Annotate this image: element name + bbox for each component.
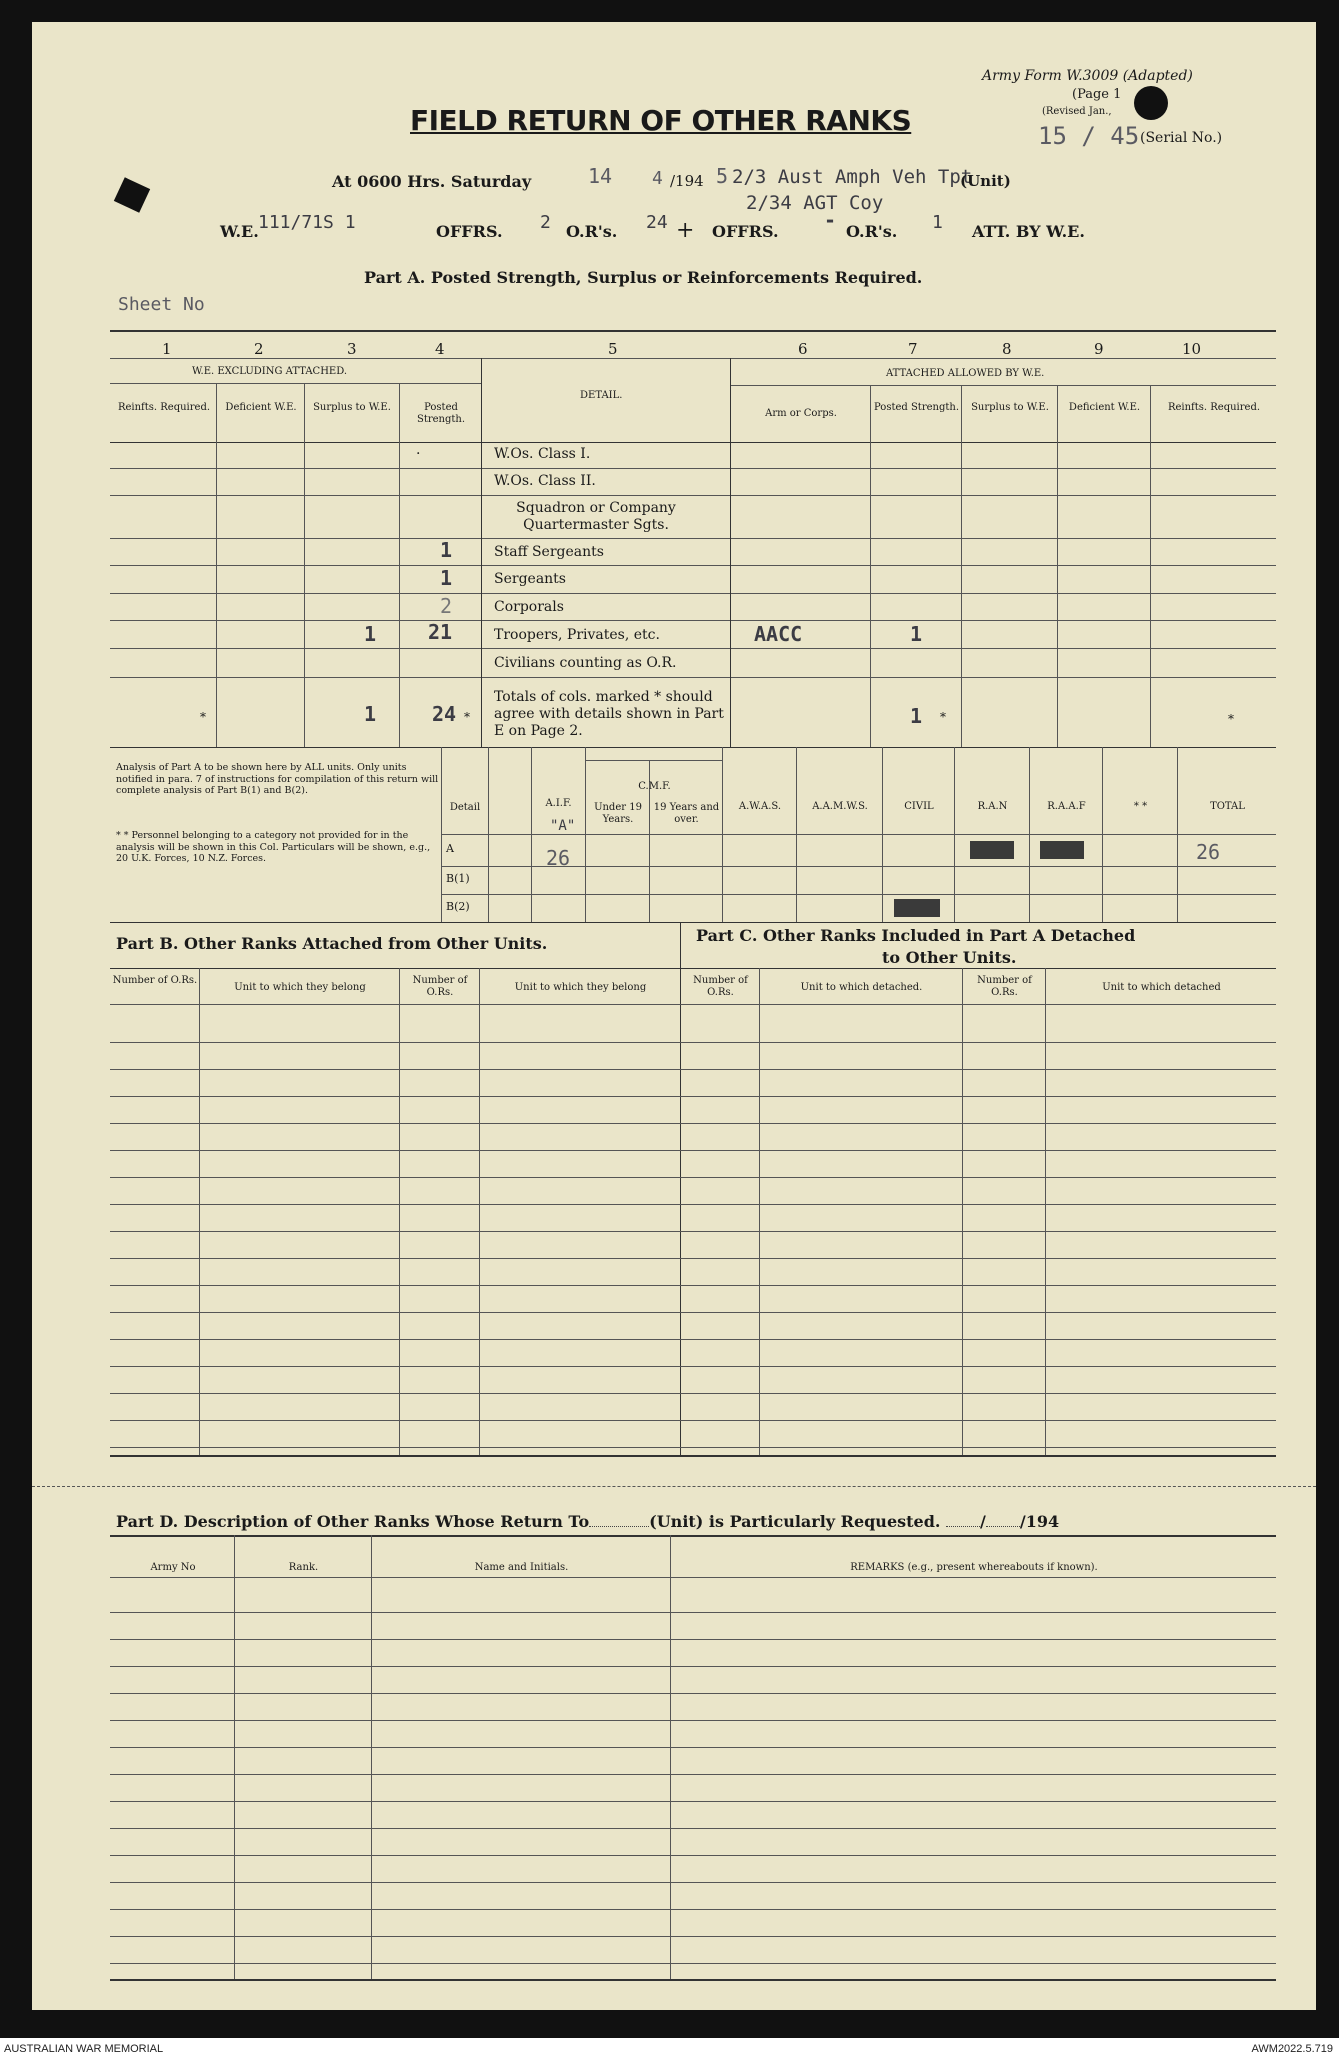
analysis-a-aif-value: 26: [546, 846, 571, 870]
serial-number-value: 15 / 45: [1038, 122, 1140, 150]
header-attached-deficient: Deficient W.E.: [1068, 402, 1141, 413]
row-posted-wos-class-1: .: [416, 442, 421, 458]
col-number-5: 5: [608, 340, 618, 358]
part-b-title: Part B. Other Ranks Attached from Other Units.: [116, 934, 548, 953]
ruled-line: [110, 1204, 1276, 1205]
ruled-line: [110, 1285, 1276, 1286]
serial-number-label: (Serial No.): [1140, 130, 1223, 146]
we-value: 111/71S 1: [258, 212, 356, 233]
ruled-line: [110, 1774, 1276, 1775]
analysis-row-b2-label: B(2): [446, 900, 470, 913]
offrs2-label: OFFRS.: [712, 222, 779, 241]
col-number-8: 8: [1002, 340, 1012, 358]
ruled-line: [110, 1747, 1276, 1748]
offrs-label: OFFRS.: [436, 222, 503, 241]
year-prefix: /194: [670, 172, 704, 190]
col-number-10: 10: [1182, 340, 1202, 358]
footer-accession-number: AWM2022.5.719: [1251, 2043, 1333, 2055]
row-posted-troopers: 21: [428, 620, 453, 644]
analysis-civil-header: CIVIL: [904, 801, 934, 812]
year-digit: 5: [716, 164, 729, 188]
row-detail-totals: Totals of cols. marked * should agree with details shown in Part E on Page 2.: [494, 689, 724, 739]
analysis-detail-header: Detail: [449, 802, 481, 813]
part-c-unit-header-1: Unit to which detached.: [800, 982, 923, 993]
ruled-line: [110, 1801, 1276, 1802]
part-b-number-header-2: Number of O.Rs.: [412, 975, 468, 998]
date-day: 14: [588, 164, 613, 188]
ruled-line: [110, 1258, 1276, 1259]
part-c-number-header-2: Number of O.Rs.: [977, 975, 1032, 998]
paper-tear: [114, 177, 150, 212]
totals-posted-strength: 24: [432, 702, 457, 726]
row-detail-troopers: Troopers, Privates, etc.: [494, 627, 660, 643]
row-detail-sergeants: Sergeants: [494, 571, 566, 587]
analysis-other-header: * *: [1133, 801, 1148, 812]
part-d-army-no-header: Army No: [150, 1562, 196, 1573]
part-d-unit-blank: [589, 1526, 649, 1527]
analysis-aamws-header: A.A.M.W.S.: [812, 801, 868, 812]
ruled-line: [110, 1963, 1276, 1964]
part-d-day-blank: [946, 1526, 980, 1527]
form-title: FIELD RETURN OF OTHER RANKS: [410, 104, 912, 137]
ors-label: O.R's.: [566, 222, 618, 241]
totals-surplus: 1: [364, 702, 377, 726]
row-detail-wos-class-1: W.Os. Class I.: [494, 446, 591, 462]
row-posted-sergeants: 1: [440, 566, 453, 590]
ruled-line: [110, 1231, 1276, 1232]
ruled-line: [110, 1936, 1276, 1937]
redaction-civil: [894, 899, 940, 917]
at-time-label: At 0600 Hrs. Saturday: [332, 172, 532, 191]
date-month: 4: [652, 168, 663, 189]
unit-label: (Unit): [960, 172, 1011, 190]
col-number-2: 2: [254, 340, 264, 358]
col-number-3: 3: [347, 340, 357, 358]
analysis-note: Analysis of Part A to be shown here by ALL units. Only units notified in para. 7 of instructions for compilation of this return will complete analysis of Part B(1) and B(2).: [116, 762, 439, 796]
row-detail-corporals: Corporals: [494, 599, 564, 615]
form-sheet: [32, 22, 1316, 2010]
unit-name: 2/3 Aust Amph Veh Tpt: [732, 166, 973, 188]
ruled-line: [110, 1828, 1276, 1829]
col-number-4: 4: [435, 340, 445, 358]
ruled-line: [110, 1177, 1276, 1178]
row-posted-staff-sergeants: 1: [440, 538, 453, 562]
redaction-ran: [970, 841, 1014, 859]
ruled-line: [110, 1693, 1276, 1694]
ors2-label: O.R's.: [846, 222, 898, 241]
part-c-number-header-1: Number of O.Rs.: [693, 975, 748, 998]
header-deficient-we: Deficient W.E.: [225, 402, 297, 413]
analysis-awas-header: A.W.A.S.: [738, 801, 782, 812]
ruled-line: [110, 1855, 1276, 1856]
offrs2-value: -: [824, 208, 837, 232]
ruled-line: [110, 1666, 1276, 1667]
col-number-6: 6: [798, 340, 808, 358]
row-detail-wos-class-2: W.Os. Class II.: [494, 473, 596, 489]
part-d-name-header: Name and Initials.: [474, 1562, 569, 1573]
row-detail-quartermaster-sgts: Squadron or Company Quartermaster Sgts.: [516, 500, 676, 533]
ruled-line: [110, 1882, 1276, 1883]
analysis-cmf-header: C.M.F.: [638, 781, 671, 792]
ruled-line: [110, 1096, 1276, 1097]
ruled-line: [110, 1720, 1276, 1721]
header-attached-surplus: Surplus to W.E.: [971, 402, 1049, 413]
punch-hole: [1134, 86, 1168, 120]
totals-star-col7: *: [940, 710, 946, 724]
row-posted-corporals: 2: [440, 594, 453, 618]
row-attached-posted-troopers: 1: [910, 622, 923, 646]
detail-header: DETAIL.: [580, 390, 623, 401]
ors2-value: 1: [932, 212, 943, 233]
part-d-title: Part D. Description of Other Ranks Whose Return To (Unit) is Particularly Requested. / /194: [116, 1512, 1060, 1531]
part-d-title-start: Part D. Description of Other Ranks Whose Return To: [116, 1512, 590, 1531]
ruled-line: [110, 1909, 1276, 1910]
ruled-line: [110, 1366, 1276, 1367]
redaction-raaf: [1040, 841, 1084, 859]
part-b-unit-header-1: Unit to which they belong: [234, 982, 366, 993]
analysis-ran-header: R.A.N: [977, 801, 1008, 812]
totals-star-col10: *: [1228, 712, 1234, 726]
ruled-line: [110, 1639, 1276, 1640]
ors-value: 24: [646, 212, 668, 233]
analysis-aif-mark: "A": [550, 818, 576, 834]
col-number-1: 1: [162, 340, 172, 358]
footer-archive-name: AUSTRALIAN WAR MEMORIAL: [4, 2043, 164, 2055]
row-arm-corps-troopers: AACC: [754, 622, 803, 646]
ruled-line: [110, 1420, 1276, 1421]
part-d-title-middle: (Unit) is Particularly Requested.: [649, 1512, 941, 1531]
ruled-line: [110, 1312, 1276, 1313]
sheet-no: Sheet No: [118, 294, 205, 315]
analysis-under-19-header: Under 19 Years.: [594, 802, 642, 825]
analysis-total-header: TOTAL: [1210, 801, 1245, 812]
header-attached-posted-strength: Posted Strength.: [873, 402, 960, 413]
page-indicator: (Page 1: [1072, 87, 1122, 102]
part-d-month-blank: [986, 1526, 1020, 1527]
ruled-line: [110, 1042, 1276, 1043]
analysis-row-a-label: A: [446, 842, 454, 855]
totals-attached-posted: 1: [910, 704, 923, 728]
ruled-line: [110, 1447, 1276, 1448]
analysis-a-total-value: 26: [1196, 840, 1221, 864]
att-by-we-label: ATT. BY W.E.: [972, 222, 1085, 241]
analysis-other-category-note: * * Personnel belonging to a category not provided for in the analysis will be shown in this Col. Particulars will be shown, e.g., 20 U.K. Forces, 10 N.Z. Forces.: [116, 830, 431, 864]
ruled-line: [110, 1069, 1276, 1070]
header-surplus-to-we: Surplus to W.E.: [313, 402, 391, 413]
analysis-row-b1-label: B(1): [446, 872, 470, 885]
analysis-19-and-over-header: 19 Years and over.: [653, 802, 720, 825]
col-number-7: 7: [908, 340, 918, 358]
part-d-remarks-header: REMARKS (e.g., present whereabouts if known).: [850, 1562, 1098, 1573]
revised-date: (Revised Jan.,: [1042, 106, 1112, 117]
part-a-title: Part A. Posted Strength, Surplus or Reinforcements Required.: [364, 268, 923, 287]
part-c-title-line2: to Other Units.: [882, 948, 1017, 967]
part-d-rank-header: Rank.: [288, 1562, 319, 1573]
row-detail-staff-sergeants: Staff Sergeants: [494, 544, 604, 560]
header-arm-or-corps: Arm or Corps.: [765, 408, 837, 419]
ruled-line: [110, 1339, 1276, 1340]
attached-allowed-header: ATTACHED ALLOWED BY W.E.: [886, 368, 1045, 379]
analysis-raaf-header: R.A.A.F: [1047, 801, 1086, 812]
we-label: W.E.: [220, 222, 259, 241]
ruled-line: [110, 1123, 1276, 1124]
plus-sign: +: [676, 218, 695, 243]
row-detail-civilians: Civilians counting as O.R.: [494, 655, 677, 671]
totals-star-col4: *: [464, 710, 470, 724]
army-form-number: Army Form W.3009 (Adapted): [982, 68, 1193, 84]
offrs-value: 2: [540, 212, 551, 233]
ruled-line: [110, 1393, 1276, 1394]
archive-footer: [0, 2038, 1339, 2061]
ruled-line: [110, 1150, 1276, 1151]
col-number-9: 9: [1094, 340, 1104, 358]
header-posted-strength: Posted Strength.: [416, 402, 466, 425]
row-surplus-troopers: 1: [364, 622, 377, 646]
part-c-title: Part C. Other Ranks Included in Part A Detached: [696, 926, 1136, 945]
unit-name-line2: 2/34 AGT Coy: [746, 192, 884, 214]
ruled-line: [110, 1612, 1276, 1613]
header-reinfts-required: Reinfts. Required.: [117, 402, 211, 413]
analysis-aif-header: A.I.F.: [545, 798, 572, 809]
part-c-unit-header-2: Unit to which detached: [1102, 982, 1221, 993]
we-excluding-attached-header: W.E. EXCLUDING ATTACHED.: [192, 366, 348, 377]
part-b-number-header-1: Number of O.Rs.: [112, 975, 198, 986]
header-attached-reinfts: Reinfts. Required.: [1167, 402, 1261, 413]
totals-star-col1: *: [200, 710, 206, 724]
part-d-year: /194: [1019, 1512, 1060, 1531]
part-b-unit-header-2: Unit to which they belong: [514, 982, 647, 993]
